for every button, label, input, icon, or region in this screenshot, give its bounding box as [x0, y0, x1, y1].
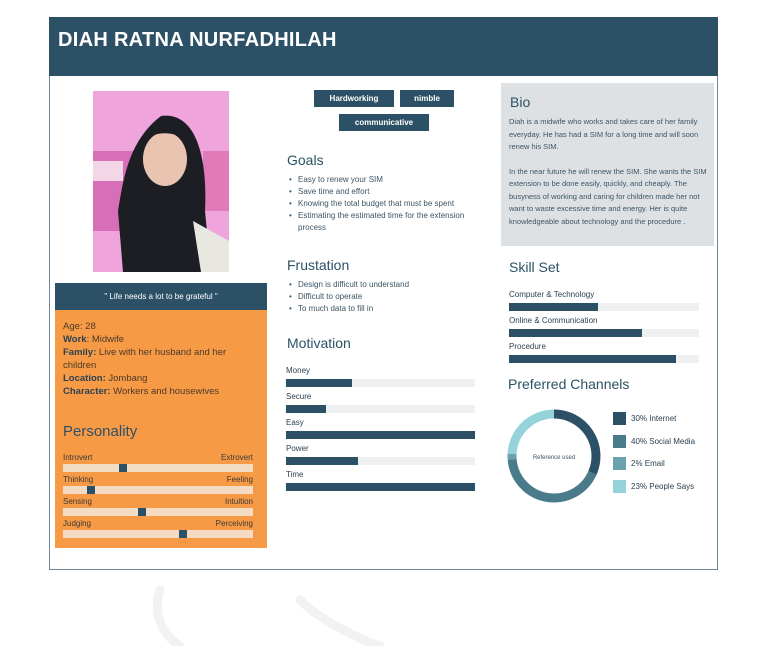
motivation-track [286, 405, 475, 413]
donut-center-label: Reference used [532, 455, 576, 461]
work-value: : Midwife [86, 334, 125, 345]
motivation-fill [286, 457, 358, 465]
donut-slice-3 [512, 414, 554, 454]
trait-slider-knob [119, 464, 127, 472]
skill-fill [509, 329, 642, 337]
list-item: • Design is difficult to understand [298, 279, 488, 291]
bio-text [509, 116, 709, 228]
persona-photo [93, 91, 229, 272]
avatar-illustration [93, 91, 229, 272]
skill-label: Online & Communication [509, 316, 598, 325]
trait-slider-track [63, 530, 253, 538]
legend-swatch [613, 412, 626, 425]
list-item: • To much data to fill in [298, 303, 488, 315]
skill-item [509, 290, 699, 311]
persona-header [49, 17, 718, 76]
frustation-list [288, 279, 488, 315]
motivation-title: Motivation [287, 335, 351, 351]
legend-label: 2% Email [631, 459, 665, 468]
bio-panel [501, 83, 714, 246]
motivation-money [286, 366, 475, 387]
motivation-label: Money [286, 366, 311, 375]
motivation-time [286, 470, 475, 491]
motivation-label: Secure [286, 392, 312, 401]
skill-label: Computer & Technology [509, 290, 595, 299]
location-line [63, 372, 259, 385]
family-value: Live with her husband and her children [63, 347, 227, 371]
character-label: Character: [63, 386, 111, 397]
list-item: • Difficult to operate [298, 291, 488, 303]
trait-thinking-feeling [63, 475, 253, 494]
trait-slider-track [63, 508, 253, 516]
channels-title: Preferred Channels [508, 376, 630, 392]
list-item: • Easy to renew your SIM [298, 174, 488, 186]
personality-title: Personality [63, 423, 138, 440]
family-label: Family: [63, 347, 97, 358]
legend-label: 30% Internet [631, 414, 677, 423]
motivation-fill [286, 483, 475, 491]
work-label: Work [63, 334, 87, 345]
legend-item [613, 412, 733, 426]
goals-title: Goals [287, 152, 324, 168]
list-item: • Save time and effort [298, 186, 488, 198]
motivation-power [286, 444, 475, 465]
skill-track [509, 303, 699, 311]
bio-paragraph-2: In the near future he will renew the SIM. She wants the SIM extension to be done easily, quickly, and cheaply. The busyness of working and caring for children made her not want to waste excessive time and energy. Her is quite knowledgeable about technology and the procedure . [509, 166, 707, 226]
skill-track [509, 355, 699, 363]
trait-introvert-extrovert [63, 453, 253, 472]
location-value: Jombang [105, 373, 148, 384]
frustation-title: Frustation [287, 257, 350, 273]
list-item: • Knowing the total budget that must be spent [298, 198, 488, 210]
trait-right-label: Perceiving [215, 519, 253, 528]
bio-title: Bio [510, 94, 531, 110]
legend-item [613, 435, 733, 449]
motivation-easy [286, 418, 475, 439]
work-line [63, 333, 259, 346]
motivation-label: Time [286, 470, 304, 479]
trait-slider-knob [87, 486, 95, 494]
persona-name: DIAH RATNA NURFADHILAH [58, 29, 337, 51]
legend-item [613, 480, 733, 494]
character-value: Workers and housewives [110, 386, 220, 397]
tag-communicative: communicative [339, 114, 429, 131]
trait-slider-knob [179, 530, 187, 538]
motivation-fill [286, 431, 475, 439]
legend-label: 23% People Says [631, 481, 695, 491]
goals-list [288, 174, 488, 234]
persona-quote: " Life needs a lot to be grateful " [55, 283, 267, 310]
skill-fill [509, 303, 598, 311]
persona-info-panel [55, 310, 267, 548]
character-line [63, 385, 259, 398]
tag-hardworking: Hardworking [314, 90, 394, 107]
motivation-fill [286, 379, 352, 387]
trait-slider-track [63, 486, 253, 494]
skill-item [509, 316, 699, 337]
legend-swatch [613, 480, 626, 493]
trait-left-label: Sensing [63, 497, 92, 506]
legend-swatch [613, 457, 626, 470]
motivation-track [286, 431, 475, 439]
motivation-label: Easy [286, 418, 304, 427]
skill-fill [509, 355, 676, 363]
legend-swatch [613, 435, 626, 448]
motivation-track [286, 379, 475, 387]
motivation-secure [286, 392, 475, 413]
channels-donut-chart [505, 407, 603, 505]
trait-right-label: Feeling [226, 475, 253, 484]
trait-sensing-intuition [63, 497, 253, 516]
trait-right-label: Intuition [224, 497, 253, 506]
tag-nimble: nimble [400, 90, 454, 107]
trait-right-label: Extrovert [220, 453, 253, 462]
motivation-fill [286, 405, 326, 413]
legend-item [613, 457, 733, 471]
donut-slice-1 [512, 459, 592, 498]
trait-left-label: Thinking [63, 475, 94, 484]
trait-slider-knob [138, 508, 146, 516]
legend-label: 40% Social Media [631, 436, 696, 446]
motivation-track [286, 483, 475, 491]
age-line: Age: 28 [63, 321, 96, 332]
motivation-track [286, 457, 475, 465]
family-line [63, 346, 259, 372]
trait-judging-perceiving [63, 519, 253, 538]
skill-set-title: Skill Set [509, 259, 560, 275]
trait-left-label: Introvert [63, 453, 93, 462]
list-item: • Estimating the estimated time for the extension process [298, 210, 488, 234]
skill-track [509, 329, 699, 337]
skill-item [509, 342, 699, 363]
bio-paragraph-1: Diah is a midwife who works and takes care of her family everyday. He has had a SIM for a long time and will soon renew his SIM. [509, 117, 699, 151]
motivation-label: Power [286, 444, 309, 453]
persona-details [63, 320, 259, 398]
trait-left-label: Judging [63, 519, 92, 528]
donut-slice-0 [554, 414, 596, 473]
skill-label: Procedure [509, 342, 546, 351]
location-label: Location: [63, 373, 106, 384]
trait-slider-track [63, 464, 253, 472]
